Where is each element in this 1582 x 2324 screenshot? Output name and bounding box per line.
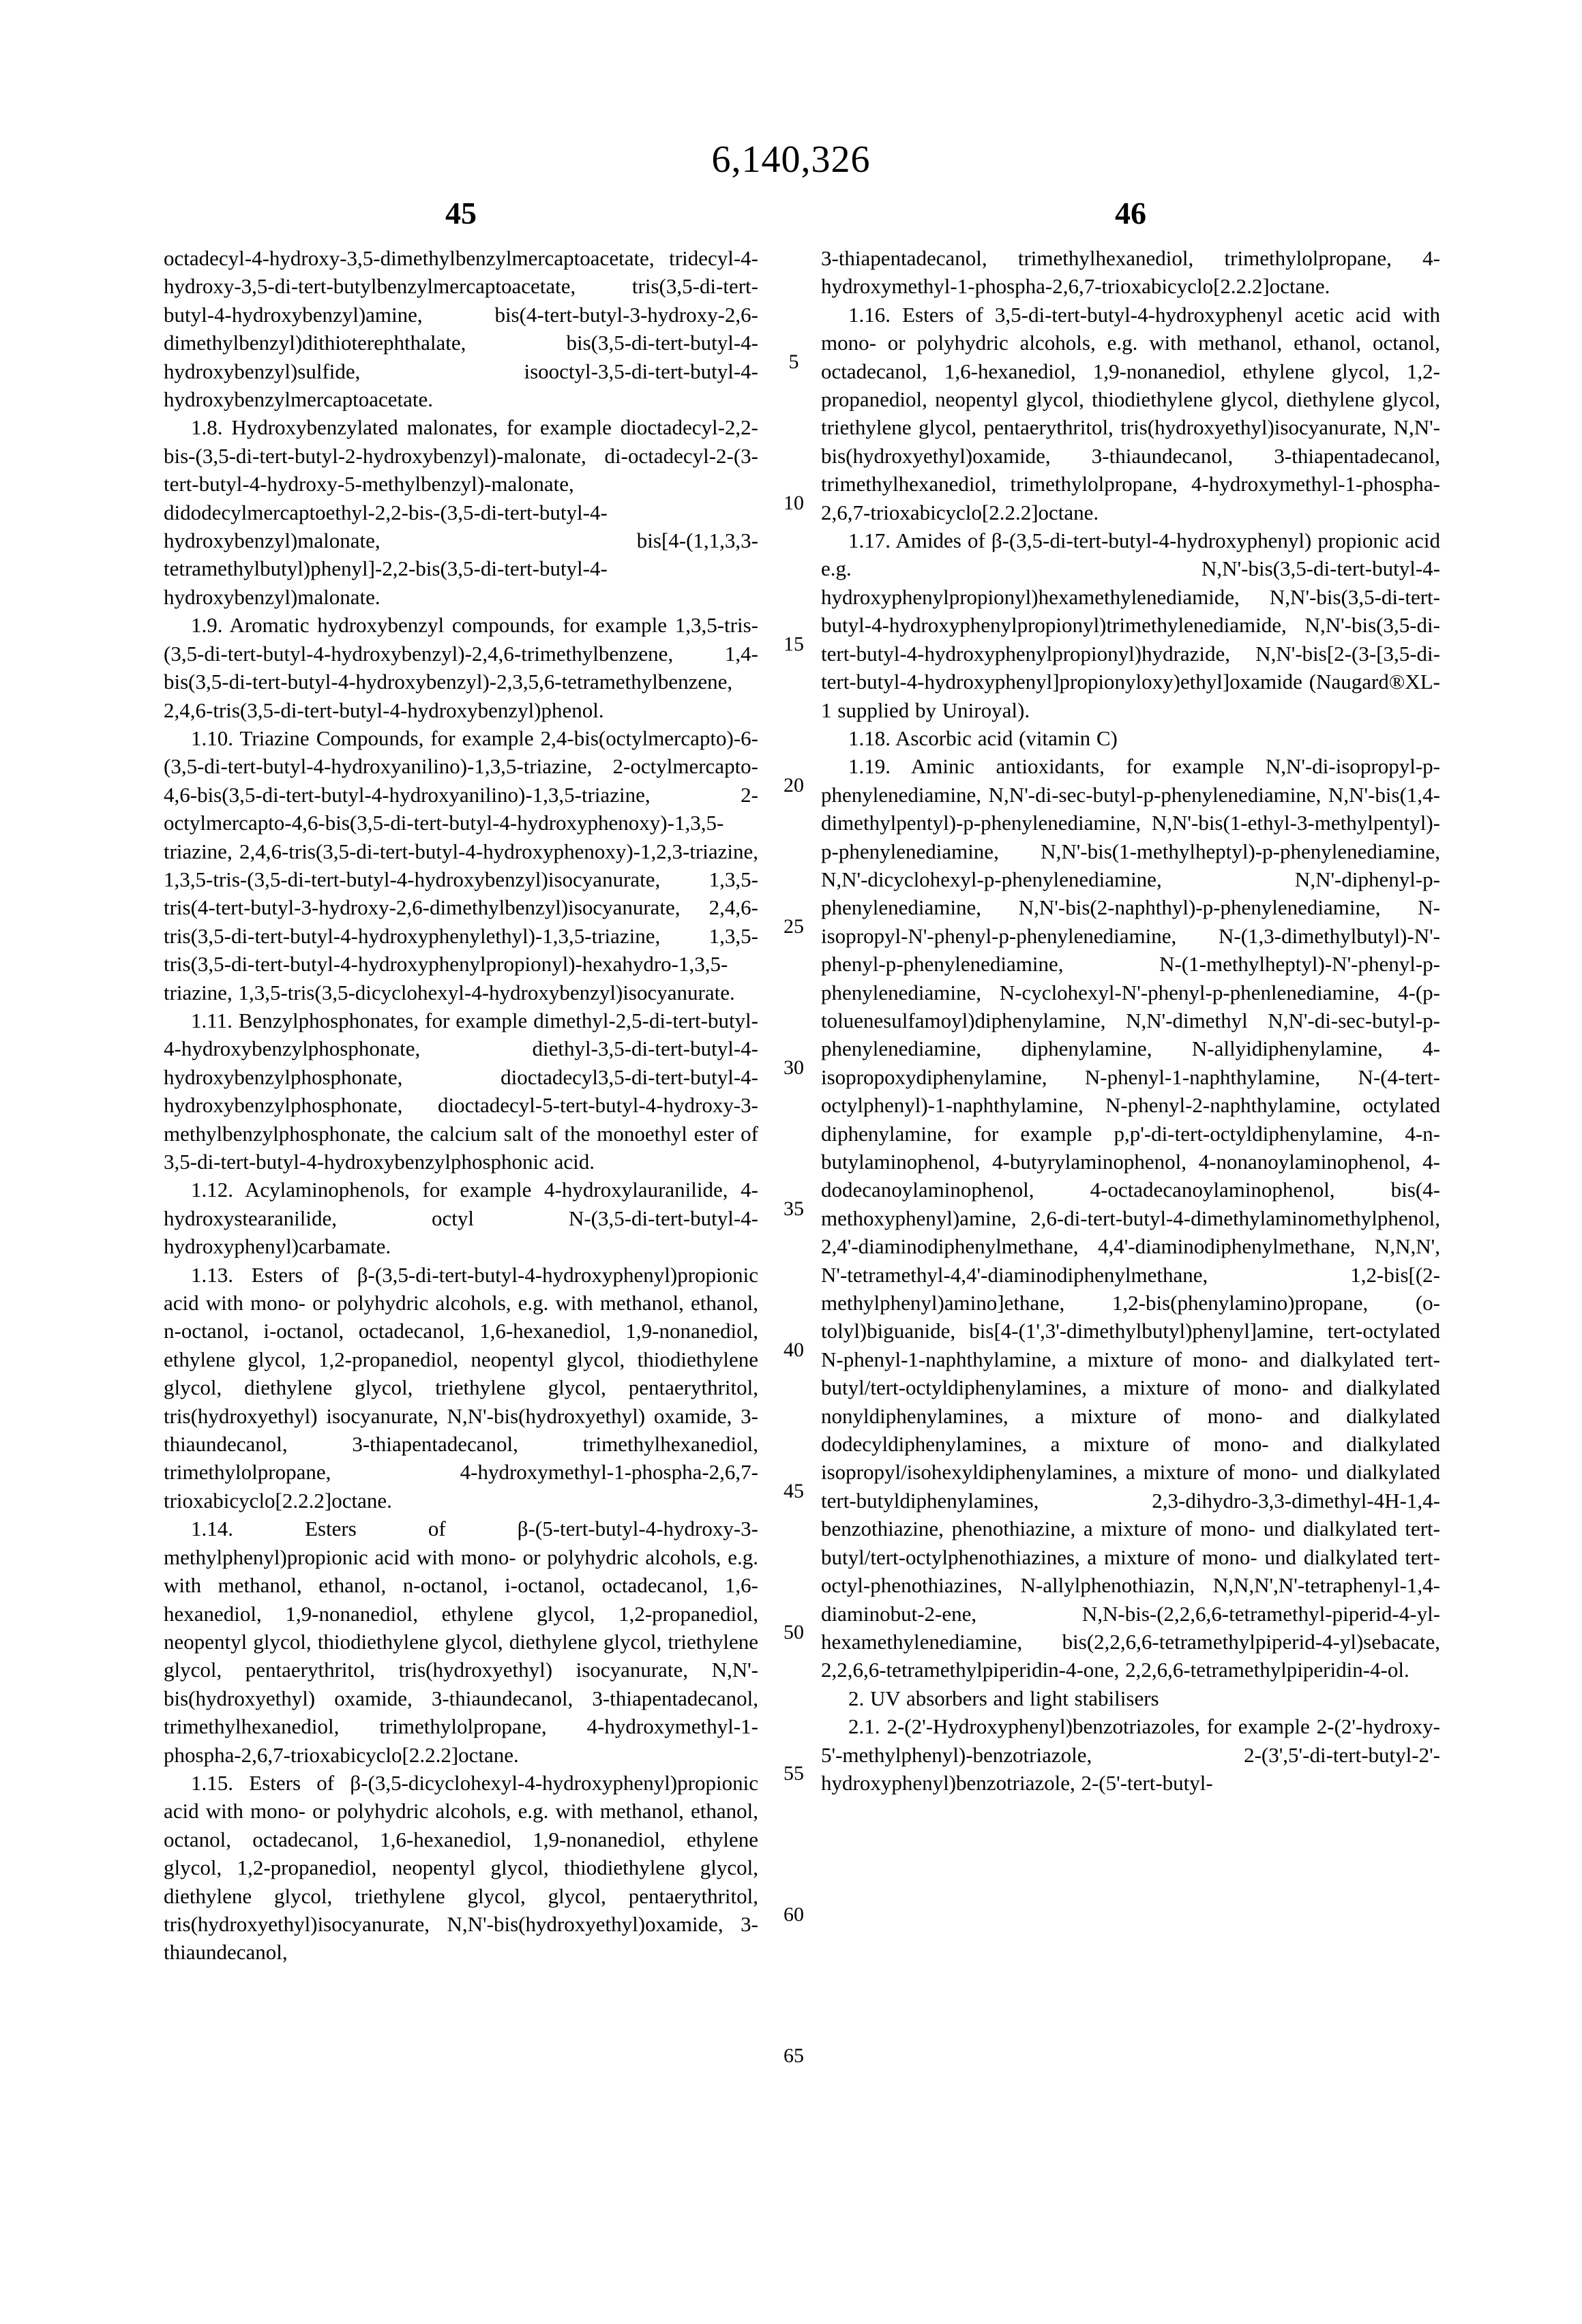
line-number-35: 35	[783, 1197, 804, 1220]
line-number-55: 55	[783, 1762, 804, 1785]
paragraph-1-9: 1.9. Aromatic hydroxybenzyl compounds, for example 1,3,5-tris-(3,5-di-tert-butyl-4-hydroxybenzyl)-2,4,6-trimethylbenzene, 1,4-bis(3,5-di-tert-butyl-4-hydroxybenzyl)-2,3,5,6-tetramethylbenzene, 2,4,6-tris(3,5-di-tert-butyl-4-hydroxybenzyl)phenol.	[164, 613, 758, 722]
patent-number: 6,140,326	[711, 138, 871, 181]
paragraph-1-14: 1.14. Esters of β-(5-tert-butyl-4-hydroxy-3-methylphenyl)propionic acid with mono- or polyhydric alcohols, e.g. with methanol, ethanol, n-octanol, i-octanol, octadecanol, 1,6-hexanediol, 1,9-nonanediol, ethylene glycol, 1,2-propanediol, neopentyl glycol, thiodiethylene glycol, diethylene glycol, triethylene glycol, pentaerythritol, tris(hydroxyethyl) isocyanurate, N,N'-bis(hydroxyethyl) oxamide, 3-thiaundecanol, 3-thiapentadecanol, trimethylhexanediol, trimethylolpropane, 4-hydroxymethyl-1-phospha-2,6,7-trioxabicyclo[2.2.2]octane.	[164, 1517, 758, 1767]
paragraph-1-10: 1.10. Triazine Compounds, for example 2,4-bis(octylmercapto)-6-(3,5-di-tert-butyl-4-hydroxyanilino)-1,3,5-triazine, 2-octylmercapto-4,6-bis(3,5-di-tert-butyl-4-hydroxyanilino)-1,3,5-triazine, 2-octylmercapto-4,6-bis(3,5-di-tert-butyl-4-hydroxyphenoxy)-1,3,5-triazine, 2,4,6-tris(3,5-di-tert-butyl-4-hydroxyphenoxy)-1,2,3-triazine, 1,3,5-tris-(3,5-di-tert-butyl-4-hydroxybenzyl)isocyanurate, 1,3,5-tris(4-tert-butyl-3-hydroxy-2,6-dimethylbenzyl)isocyanurate, 2,4,6-tris(3,5-di-tert-butyl-4-hydroxyphenylethyl)-1,3,5-triazine, 1,3,5-tris(3,5-di-tert-butyl-4-hydroxyphenylpropionyl)-hexahydro-1,3,5-triazine, 1,3,5-tris(3,5-dicyclohexyl-4-hydroxybenzyl)isocyanurate.	[164, 726, 758, 1004]
line-number-25: 25	[783, 915, 804, 938]
line-number-20: 20	[783, 774, 804, 796]
line-number-60: 60	[783, 1903, 804, 1926]
paragraph-1-11: 1.11. Benzylphosphonates, for example dimethyl-2,5-di-tert-butyl-4-hydroxybenzylphosphonate, diethyl-3,5-di-tert-butyl-4-hydroxybenzylphosphonate, dioctadecyl3,5-di-tert-butyl-4-hydroxybenzylphosphonate, dioctadecyl-5-tert-butyl-4-hydroxy-3-methylbenzylphosphonate, the calcium salt of the monoethyl ester of 3,5-di-tert-butyl-4-hydroxybenzylphosphonic acid.	[164, 1008, 758, 1174]
paragraph-1-16: 1.16. Esters of 3,5-di-tert-butyl-4-hydroxyphenyl acetic acid with mono- or polyhydric alcohols, e.g. with methanol, ethanol, octanol, octadecanol, 1,6-hexanediol, 1,9-nonanediol, ethylene glycol, 1,2-propanediol, neopentyl glycol, thiodiethylene glycol, diethylene glycol, triethylene glycol, pentaerythritol, tris(hydroxyethyl)isocyanurate, N,N'-bis(hydroxyethyl)oxamide, 3-thiaundecanol, 3-thiapentadecanol, trimethylhexanediol, trimethylolpropane, 4-hydroxymethyl-1-phospha-2,6,7-trioxabicyclo[2.2.2]octane.	[821, 302, 1440, 524]
paragraph-continuation: 3-thiapentadecanol, trimethylhexanediol, trimethylolpropane, 4-hydroxymethyl-1-phospha-2,6,7-trioxabicyclo[2.2.2]octane.	[821, 246, 1440, 299]
paragraph-1-19: 1.19. Aminic antioxidants, for example N,N'-di-isopropyl-p-phenylenediamine, N,N'-di-sec-butyl-p-phenylenediamine, N,N'-bis(1,4-dimethylpentyl)-p-phenylenediamine, N,N'-bis(1-ethyl-3-methylpentyl)-p-phenylenediamine, N,N'-bis(1-methylheptyl)-p-phenylenediamine, N,N'-dicyclohexyl-p-phenylenediamine, N,N'-diphenyl-p-phenylenediamine, N,N'-bis(2-naphthyl)-p-phenylenediamine, N-isopropyl-N'-phenyl-p-phenylenediamine, N-(1,3-dimethylbutyl)-N'-phenyl-p-phenylenediamine, N-(1-methylheptyl)-N'-phenyl-p-phenylenediamine, N-cyclohexyl-N'-phenyl-p-phenlenediamine, 4-(p-toluenesulfamoyl)diphenylamine, N,N'-dimethyl N,N'-di-sec-butyl-p-phenylenediamine, diphenylamine, N-allyidiphenylamine, 4-isopropoxydiphenylamine, N-phenyl-1-naphthylamine, N-(4-tert-octylphenyl)-1-naphthylamine, N-phenyl-2-naphthylamine, octylated diphenylamine, for example p,p'-di-tert-octyldiphenylamine, 4-n-butylaminophenol, 4-butyrylaminophenol, 4-nonanoylaminophenol, 4-dodecanoylaminophenol, 4-octadecanoylaminophenol, bis(4-methoxyphenyl)amine, 2,6-di-tert-butyl-4-dimethylaminomethylphenol, 2,4'-diaminodiphenylmethane, 4,4'-diaminodiphenylmethane, N,N,N', N'-tetramethyl-4,4'-diaminodiphenylmethane, 1,2-bis[(2-methylphenyl)amino]ethane, 1,2-bis(phenylamino)propane, (o-tolyl)biguanide, bis[4-(1',3'-dimethylbutyl)phenyl]amine, tert-octylated N-phenyl-1-naphthylamine, a mixture of mono- and dialkylated tert-butyl/tert-octyldiphenylamines, a mixture of mono- and dialkylated nonyldiphenylamines, a mixture of mono- and dialkylated dodecyldiphenylamines, a mixture of mono- and dialkylated isopropyl/isohexyldiphenylamines, a mixture of mono- und dialkylated tert-butyldiphenylamines, 2,3-dihydro-3,3-dimethyl-4H-1,4-benzothiazine, phenothiazine, a mixture of mono- und dialkylated tert-butyl/tert-octylphenothiazines, a mixture of mono- und dialkylated tert-octyl-phenothiazines, N-allylphenothiazin, N,N,N',N'-tetraphenyl-1,4-diaminobut-2-ene, N,N-bis-(2,2,6,6-tetramethyl-piperid-4-yl-hexamethylenediamine, bis(2,2,6,6-tetramethylpiperid-4-yl)sebacate, 2,2,6,6-tetramethylpiperidin-4-one, 2,2,6,6-tetramethylpiperidin-4-ol.	[821, 754, 1440, 1682]
paragraph-continuation: octadecyl-4-hydroxy-3,5-dimethylbenzylmercaptoacetate, tridecyl-4-hydroxy-3,5-di-tert-butylbenzylmercaptoacetate, tris(3,5-di-tert-butyl-4-hydroxybenzyl)amine, bis(4-tert-butyl-3-hydroxy-2,6-dimethylbenzyl)dithioterephthalate, bis(3,5-di-tert-butyl-4-hydroxybenzyl)sulfide, isooctyl-3,5-di-tert-butyl-4-hydroxybenzylmercaptoacetate.	[164, 246, 758, 412]
line-number-65: 65	[783, 2044, 804, 2067]
paragraph-2-1: 2.1. 2-(2'-Hydroxyphenyl)benzotriazoles, for example 2-(2'-hydroxy-5'-methylphenyl)-benzotriazole, 2-(3',5'-di-tert-butyl-2'-hydroxyphenyl)benzotriazole, 2-(5'-tert-butyl-	[821, 1714, 1440, 1795]
line-number-40: 40	[783, 1339, 804, 1361]
right-column	[821, 244, 1440, 1797]
column-number-right: 46	[1115, 196, 1146, 230]
line-number-30: 30	[783, 1056, 804, 1079]
column-number-left: 45	[445, 196, 477, 230]
line-number-5: 5	[788, 351, 799, 373]
left-column	[164, 244, 758, 1967]
paragraph-2: 2. UV absorbers and light stabilisers	[848, 1686, 1159, 1710]
paragraph-1-18: 1.18. Ascorbic acid (vitamin C)	[848, 726, 1118, 750]
line-number-50: 50	[783, 1621, 804, 1643]
line-number-10: 10	[783, 492, 804, 514]
paragraph-1-12: 1.12. Acylaminophenols, for example 4-hydroxylauranilide, 4-hydroxystearanilide, octyl N-(3,5-di-tert-butyl-4-hydroxyphenyl)carbamate.	[164, 1178, 758, 1259]
paragraph-1-17: 1.17. Amides of β-(3,5-di-tert-butyl-4-hydroxyphenyl) propionic acid e.g. N,N'-bis(3,5-di-tert-butyl-4-hydroxyphenylpropionyl)hexamethylenediamide, N,N'-bis(3,5-di-tert-butyl-4-hydroxyphenylpropionyl)trimethylenediamide, N,N'-bis(3,5-di-tert-butyl-4-hydroxyphenylpropionyl)hydrazide, N,N'-bis[2-(3-[3,5-di-tert-butyl-4-hydroxyphenyl]propionyloxy)ethyl]oxamide (Naugard®XL-1 supplied by Uniroyal).	[821, 528, 1440, 722]
line-number-45: 45	[783, 1480, 804, 1502]
line-number-15: 15	[783, 633, 804, 655]
paragraph-1-8: 1.8. Hydroxybenzylated malonates, for example dioctadecyl-2,2-bis-(3,5-di-tert-butyl-2-hydroxybenzyl)-malonate, di-octadecyl-2-(3-tert-butyl-4-hydroxy-5-methylbenzyl)-malonate, didodecylmercaptoethyl-2,2-bis-(3,5-di-tert-butyl-4-hydroxybenzyl)malonate, bis[4-(1,1,3,3-tetramethylbutyl)phenyl]-2,2-bis(3,5-di-tert-butyl-4-hydroxybenzyl)malonate.	[164, 415, 758, 609]
paragraph-1-15: 1.15. Esters of β-(3,5-dicyclohexyl-4-hydroxyphenyl)propionic acid with mono- or polyhydric alcohols, e.g. with methanol, ethanol, octanol, octadecanol, 1,6-hexanediol, 1,9-nonanediol, ethylene glycol, 1,2-propanediol, neopentyl glycol, thiodiethylene glycol, diethylene glycol, triethylene glycol, glycol, pentaerythritol, tris(hydroxyethyl)isocyanurate, N,N'-bis(hydroxyethyl)oxamide, 3-thiaundecanol,	[164, 1770, 758, 1965]
paragraph-1-13: 1.13. Esters of β-(3,5-di-tert-butyl-4-hydroxyphenyl)propionic acid with mono- or polyhydric alcohols, e.g. with methanol, ethanol, n-octanol, i-octanol, octadecanol, 1,6-hexanediol, 1,9-nonanediol, ethylene glycol, 1,2-propanediol, neopentyl glycol, thiodiethylene glycol, diethylene glycol, triethylene glycol, pentaerythritol, tris(hydroxyethyl) isocyanurate, N,N'-bis(hydroxyethyl) oxamide, 3-thiaundecanol, 3-thiapentadecanol, trimethylhexanediol, trimethylolpropane, 4-hydroxymethyl-1-phospha-2,6,7-trioxabicyclo[2.2.2]octane.	[164, 1262, 758, 1513]
